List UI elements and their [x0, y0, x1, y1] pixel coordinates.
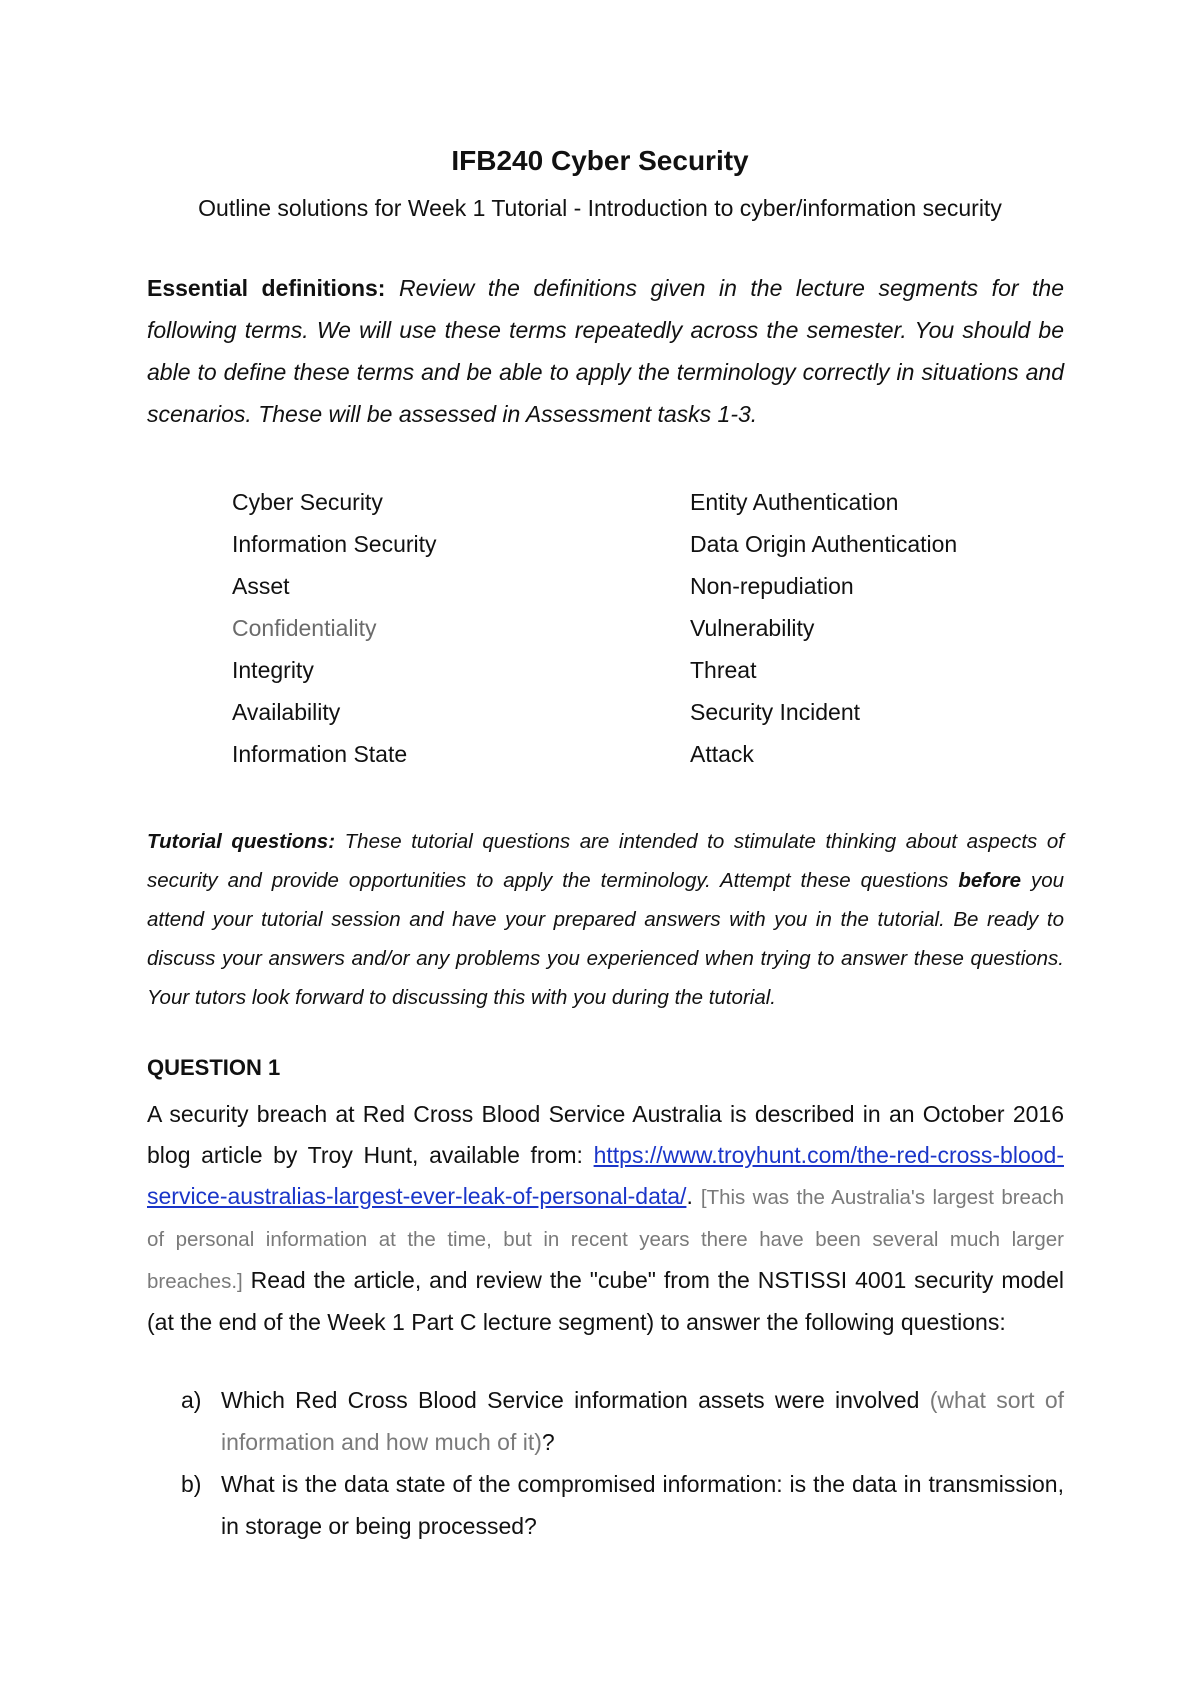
tutorial-emphasis: before [958, 869, 1021, 892]
term-item: Integrity [232, 657, 314, 683]
question-1-heading: QUESTION 1 [147, 1055, 281, 1080]
question-item-text [221, 1463, 1064, 1547]
question-1-note: [This was the Australia's largest breach of personal information at the time, but in recent years there have been several much larger breaches.] [147, 1186, 1064, 1293]
essential-definitions-paragraph [147, 267, 1064, 435]
terms-list-left [232, 481, 437, 775]
term-item: Asset [232, 573, 290, 599]
question-1-intro-text-cont: Read the article, and review the "cube" from the NSTISSI 4001 security model (at the end of the Week 1 Part C lecture segment) to answer the following questions: [147, 1267, 1065, 1335]
tutorial-questions-text-cont: you attend your tutorial session and have your prepared answers with you in the tutorial. Be ready to discuss your answers and/or any problems you experienced when trying to answer these questions. Your tutors look forward to discussing this with you during the tutorial. [147, 869, 1065, 1009]
question-item-a-note: (what sort of information and how much of it) [221, 1387, 1065, 1455]
term-item: Data Origin Authentication [690, 531, 958, 557]
document-title: IFB240 Cyber Security [451, 145, 749, 176]
question-item-letter: a) [181, 1387, 202, 1413]
question-item-text [221, 1379, 1064, 1463]
term-item: Information State [232, 741, 408, 767]
document-subtitle: Outline solutions for Week 1 Tutorial - Introduction to cyber/information security [198, 195, 1002, 221]
question-1-intro [147, 1094, 1064, 1343]
question-item-a [147, 1379, 1064, 1463]
term-item: Attack [690, 741, 754, 767]
term-item: Vulnerability [690, 615, 815, 641]
essential-definitions-label: Essential definitions: [147, 275, 386, 301]
question-item-b-text: What is the data state of the compromised information: is the data in transmission, in storage or being processed? [221, 1471, 1064, 1539]
term-item: Cyber Security [232, 489, 383, 515]
link-period: . [686, 1183, 693, 1209]
question-1-intro-text: A security breach at Red Cross Blood Service Australia is described in an October 2016 blog article by Troy Hunt, available from: [147, 1101, 1064, 1168]
term-item: Security Incident [690, 699, 861, 725]
tutorial-questions-text: These tutorial questions are intended to stimulate thinking about aspects of security and provide opportunities to apply the terminology. Attempt these questions [147, 830, 1064, 892]
question-item-b [147, 1463, 1064, 1547]
essential-definitions-text: Review the definitions given in the lecture segments for the following terms. We will use these terms repeatedly across the semester. You should be able to define these terms and be able to apply the terminology correctly in situations and scenarios. These will be assessed in Assessment tasks 1-3. [147, 275, 1065, 427]
question-item-a-text: Which Red Cross Blood Service information assets were involved [221, 1387, 920, 1413]
question-item-letter: b) [181, 1471, 202, 1497]
terms-list-right [690, 481, 957, 775]
tutorial-questions-paragraph [147, 822, 1064, 1017]
term-item: Entity Authentication [690, 489, 899, 515]
question-item-a-end: ? [541, 1429, 555, 1455]
term-item: Confidentiality [232, 615, 377, 641]
article-link[interactable]: https://www.troyhunt.com/the-red-cross-blood-service-australias-largest-ever-leak-of-personal-data/ [147, 1142, 1064, 1209]
term-item: Availability [232, 699, 341, 725]
tutorial-questions-label: Tutorial questions: [147, 830, 336, 853]
term-item: Non-repudiation [690, 573, 854, 599]
term-item: Information Security [232, 531, 437, 557]
term-item: Threat [690, 657, 757, 683]
